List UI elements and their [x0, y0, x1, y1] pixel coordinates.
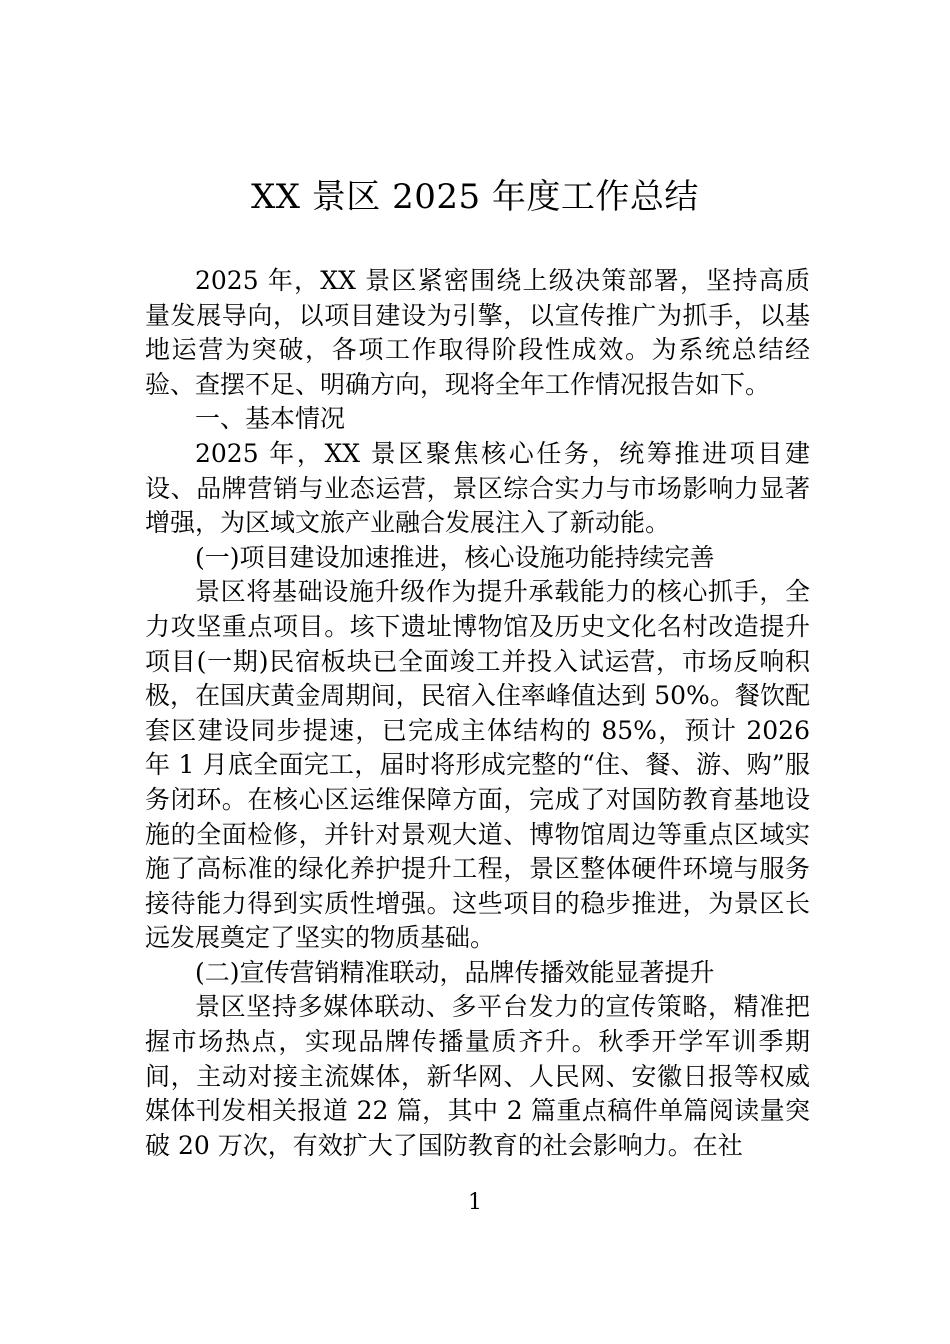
section-heading-basic-situation: 一、基本情况: [195, 404, 346, 434]
page-number: 1: [468, 1190, 482, 1215]
subsection-heading-marketing: (二)宣传营销精准联动，品牌传播效能显著提升: [195, 957, 715, 987]
document-title: XX 景区 2025 年度工作总结: [251, 177, 699, 217]
subsection-heading-project-construction: (一)项目建设加速推进，核心设施功能持续完善: [195, 542, 715, 572]
basic-situation-paragraph: 2025 年，XX 景区聚焦核心任务，统筹推进项目建设、品牌营销与业态运营，景区综合实力与市场影响力显著增强，为区域文旅产业融合发展注入了新动能。: [145, 438, 810, 538]
project-construction-paragraph: 景区将基础设施升级作为提升承载能力的核心抓手，全力攻坚重点项目。垓下遗址博物馆及历史文化名村改造提升项目(一期)民宿板块已全面竣工并投入试运营，市场反响积极，在国庆黄金周期间，民宿入住率峰值达到 50%。餐饮配套区建设同步提速，已完成主体结构的 85%，预计 2026 年 1 月底全面完工，届时将形成完整的“住、餐、游、购”服务闭环。在核心区运维保障方面，完成了对国防教育基地设施的全面检修，并针对景观大道、博物馆周边等重点区域实施了高标准的绿化养护提升工程，景区整体硬件环境与服务接待能力得到实质性增强。这些项目的稳步推进，为景区长远发展奠定了坚实的物质基础。: [145, 577, 810, 953]
marketing-paragraph: 景区坚持多媒体联动、多平台发力的宣传策略，精准把握市场热点，实现品牌传播量质齐升。秋季开学军训季期间，主动对接主流媒体，新华网、人民网、安徽日报等权威媒体刊发相关报道 22 篇，其中 2 篇重点稿件单篇阅读量突破 20 万次，有效扩大了国防教育的社会影响力。在社: [145, 992, 810, 1160]
intro-paragraph: 2025 年，XX 景区紧密围绕上级决策部署，坚持高质量发展导向，以项目建设为引擎，以宣传推广为抓手，以基地运营为突破，各项工作取得阶段性成效。为系统总结经验、查摆不足、明确方向，现将全年工作情况报告如下。: [145, 266, 810, 399]
document-body: [145, 264, 810, 1163]
